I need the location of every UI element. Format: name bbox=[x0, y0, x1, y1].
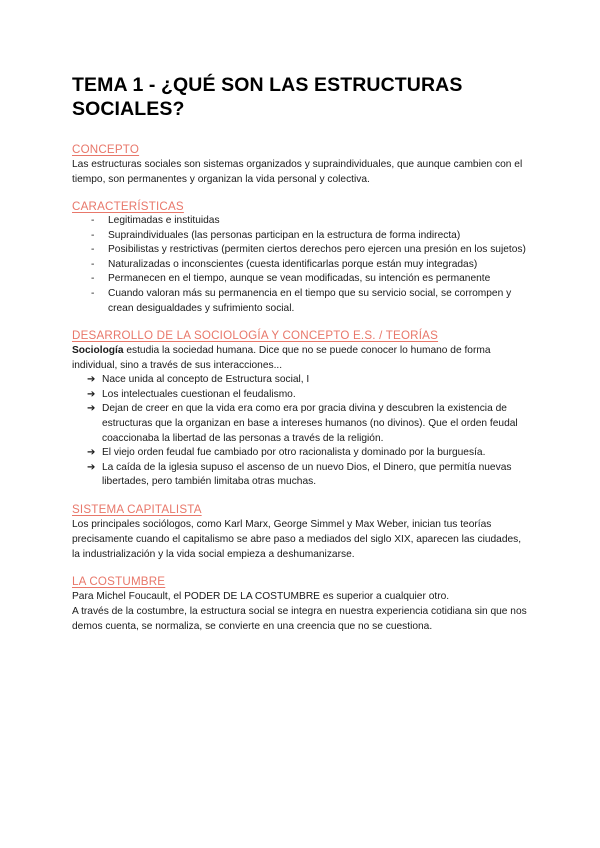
list-item-text: Nace unida al concepto de Estructura social, I bbox=[102, 374, 310, 386]
desarrollo-list bbox=[72, 373, 530, 490]
arrow-bullet-icon: ➔ bbox=[87, 388, 96, 400]
list-item-text: Dejan de creer en que la vida era como era por gracia divina y descubren la existencia de estructuras que la organizan en base a intereses humanos (no divinos). Que el orden feudal coaccionaba la libertad de las personas a través de la religión. bbox=[102, 403, 518, 444]
list-item: - Posibilistas y restrictivas (permiten ciertos derechos pero ejercen una presión en los sujetos) bbox=[91, 243, 530, 258]
section-desarrollo bbox=[72, 329, 530, 490]
list-item: - Supraindividuales (las personas participan en la estructura de forma indirecta) bbox=[91, 229, 530, 244]
desarrollo-intro-text: estudia la sociedad humana. Dice que no se puede conocer lo humano de forma individual, sino a través de sus interacciones... bbox=[72, 345, 491, 372]
section-capitalista bbox=[72, 503, 530, 562]
list-item-text: El viejo orden feudal fue cambiado por otro racionalista y dominado por la burguesía. bbox=[102, 447, 486, 459]
list-item: - Cuando valoran más su permanencia en el tiempo que su servicio social, se corrompen y crean desigualdades y sufrimiento social. bbox=[91, 287, 530, 316]
heading-desarrollo: DESARROLLO DE LA SOCIOLOGÍA Y CONCEPTO E.S. / TEORÍAS bbox=[72, 329, 439, 343]
caracteristicas-list bbox=[72, 214, 530, 316]
desarrollo-intro bbox=[72, 343, 530, 373]
arrow-bullet-icon: ➔ bbox=[87, 447, 96, 459]
heading-caracteristicas: CARACTERÍSTICAS bbox=[72, 200, 184, 213]
costumbre-line-1: Para Michel Foucault, el PODER DE LA COSTUMBRE es superior a cualquier otro. bbox=[72, 590, 450, 602]
list-item bbox=[87, 461, 530, 490]
list-item bbox=[87, 402, 530, 446]
arrow-bullet-icon: ➔ bbox=[87, 461, 96, 473]
list-item bbox=[87, 373, 530, 388]
list-item bbox=[87, 388, 530, 403]
arrow-bullet-icon: ➔ bbox=[87, 374, 96, 386]
list-item-text: La caída de la iglesia supuso el ascenso de un nuevo Dios, el Dinero, que permitía nuevas libertades, pero también limitaba otras muchas. bbox=[102, 461, 512, 488]
list-item-text: Los intelectuales cuestionan el feudalismo. bbox=[102, 388, 296, 400]
page-title: TEMA 1 - ¿QUÉ SON LAS ESTRUCTURAS SOCIALES? bbox=[72, 74, 463, 120]
heading-capitalista: SISTEMA CAPITALISTA bbox=[72, 502, 202, 516]
list-item: - Permanecen en el tiempo, aunque se vean modificadas, su intención es permanente bbox=[91, 272, 530, 287]
costumbre-line-2: A través de la costumbre, la estructura social se integra en nuestra experiencia cotidiana sin que nos demos cuenta, se normaliza, se convierte en una creencia que no se cuestiona. bbox=[72, 605, 527, 632]
list-item: - Naturalizadas o inconscientes (cuesta identificarlas porque están muy integradas) bbox=[91, 258, 530, 273]
capitalista-text: Los principales sociólogos, como Karl Marx, George Simmel y Max Weber, inician tus teorías precisamente cuando el capitalismo se abre paso a mediados del siglo XIX, aparecen las ciudades, la industrialización y la vida social empieza a deshumanizarse. bbox=[72, 518, 522, 560]
heading-concepto: CONCEPTO bbox=[72, 143, 140, 156]
list-item bbox=[87, 446, 530, 461]
heading-costumbre: LA COSTUMBRE bbox=[72, 574, 166, 588]
section-costumbre bbox=[72, 575, 530, 634]
sociologia-term: Sociología bbox=[72, 345, 124, 357]
section-concepto bbox=[72, 143, 530, 187]
arrow-bullet-icon: ➔ bbox=[87, 403, 96, 415]
list-item: - Legitimadas e instituidas bbox=[91, 214, 530, 229]
section-caracteristicas bbox=[72, 200, 530, 316]
concepto-text: Las estructuras sociales son sistemas organizados y supraindividuales, que aunque cambien con el tiempo, son permanentes y organizan la vida personal y colectiva. bbox=[72, 159, 523, 185]
